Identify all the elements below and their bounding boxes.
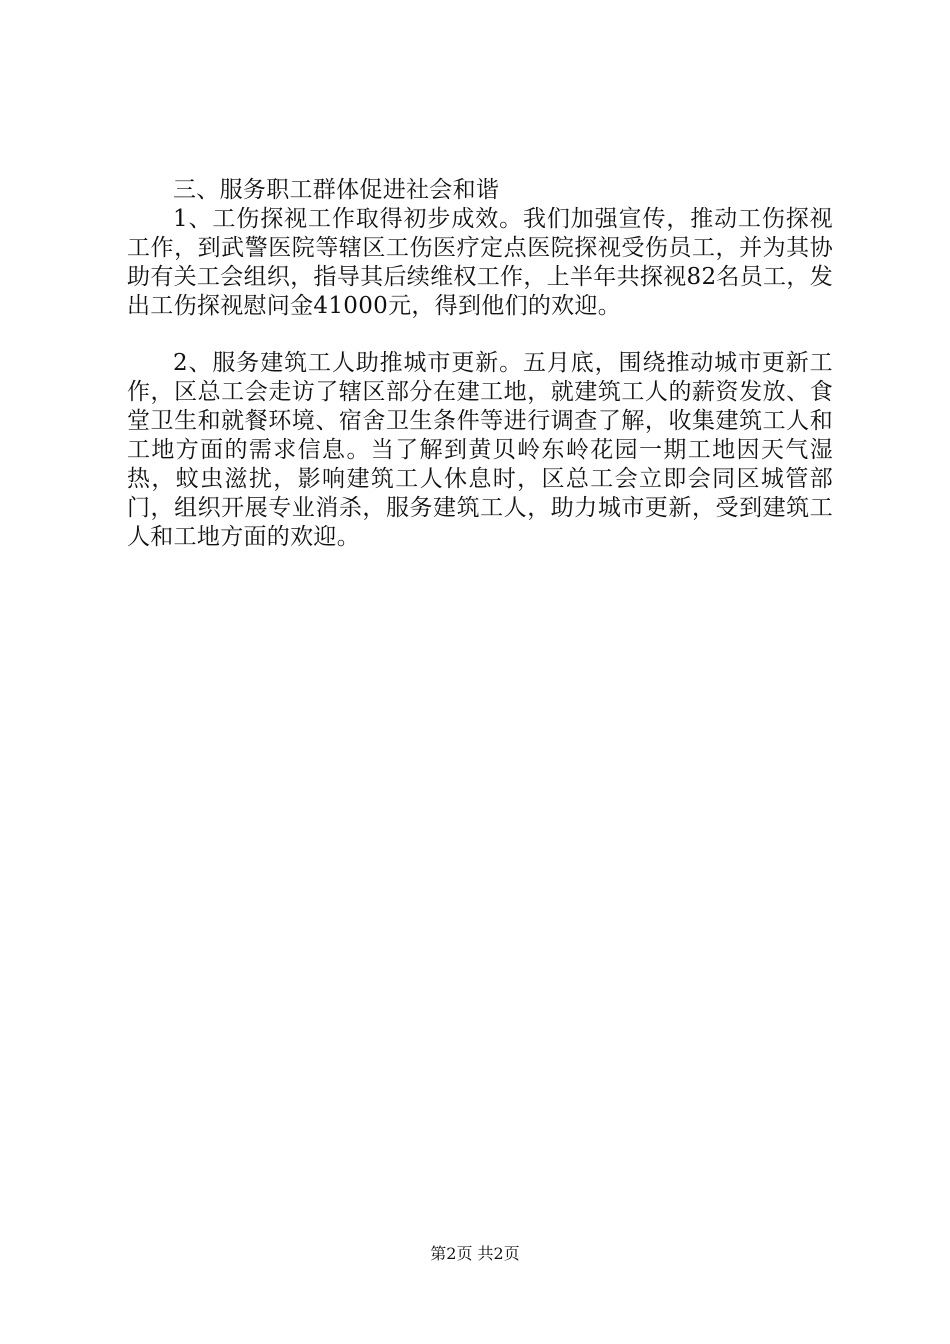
document-body: [127, 176, 833, 552]
section-heading: 三、服务职工群体促进社会和谐: [173, 177, 500, 203]
paragraph-work-injury-visits: 1、工伤探视工作取得初步成效。我们加强宣传，推动工伤探视工作，到武警医院等辖区工伤医疗定点医院探视受伤员工，并为其协助有关工会组织，指导其后续维权工作，上半年共探视82名员工，发出工伤探视慰问金41000元，得到他们的欢迎。: [127, 206, 833, 319]
page-number-footer: 第2页 共2页: [430, 1244, 520, 1263]
paragraph-construction-workers: 2、服务建筑工人助推城市更新。五月底，围绕推动城市更新工作，区总工会走访了辖区部分在建工地，就建筑工人的薪资发放、食堂卫生和就餐环境、宿舍卫生条件等进行调查了解，收集建筑工人和工地方面的需求信息。当了解到黄贝岭东岭花园一期工地因天气湿热，蚊虫滋扰，影响建筑工人休息时，区总工会立即会同区城管部门，组织开展专业消杀，服务建筑工人，助力城市更新，受到建筑工人和工地方面的欢迎。: [127, 350, 833, 550]
